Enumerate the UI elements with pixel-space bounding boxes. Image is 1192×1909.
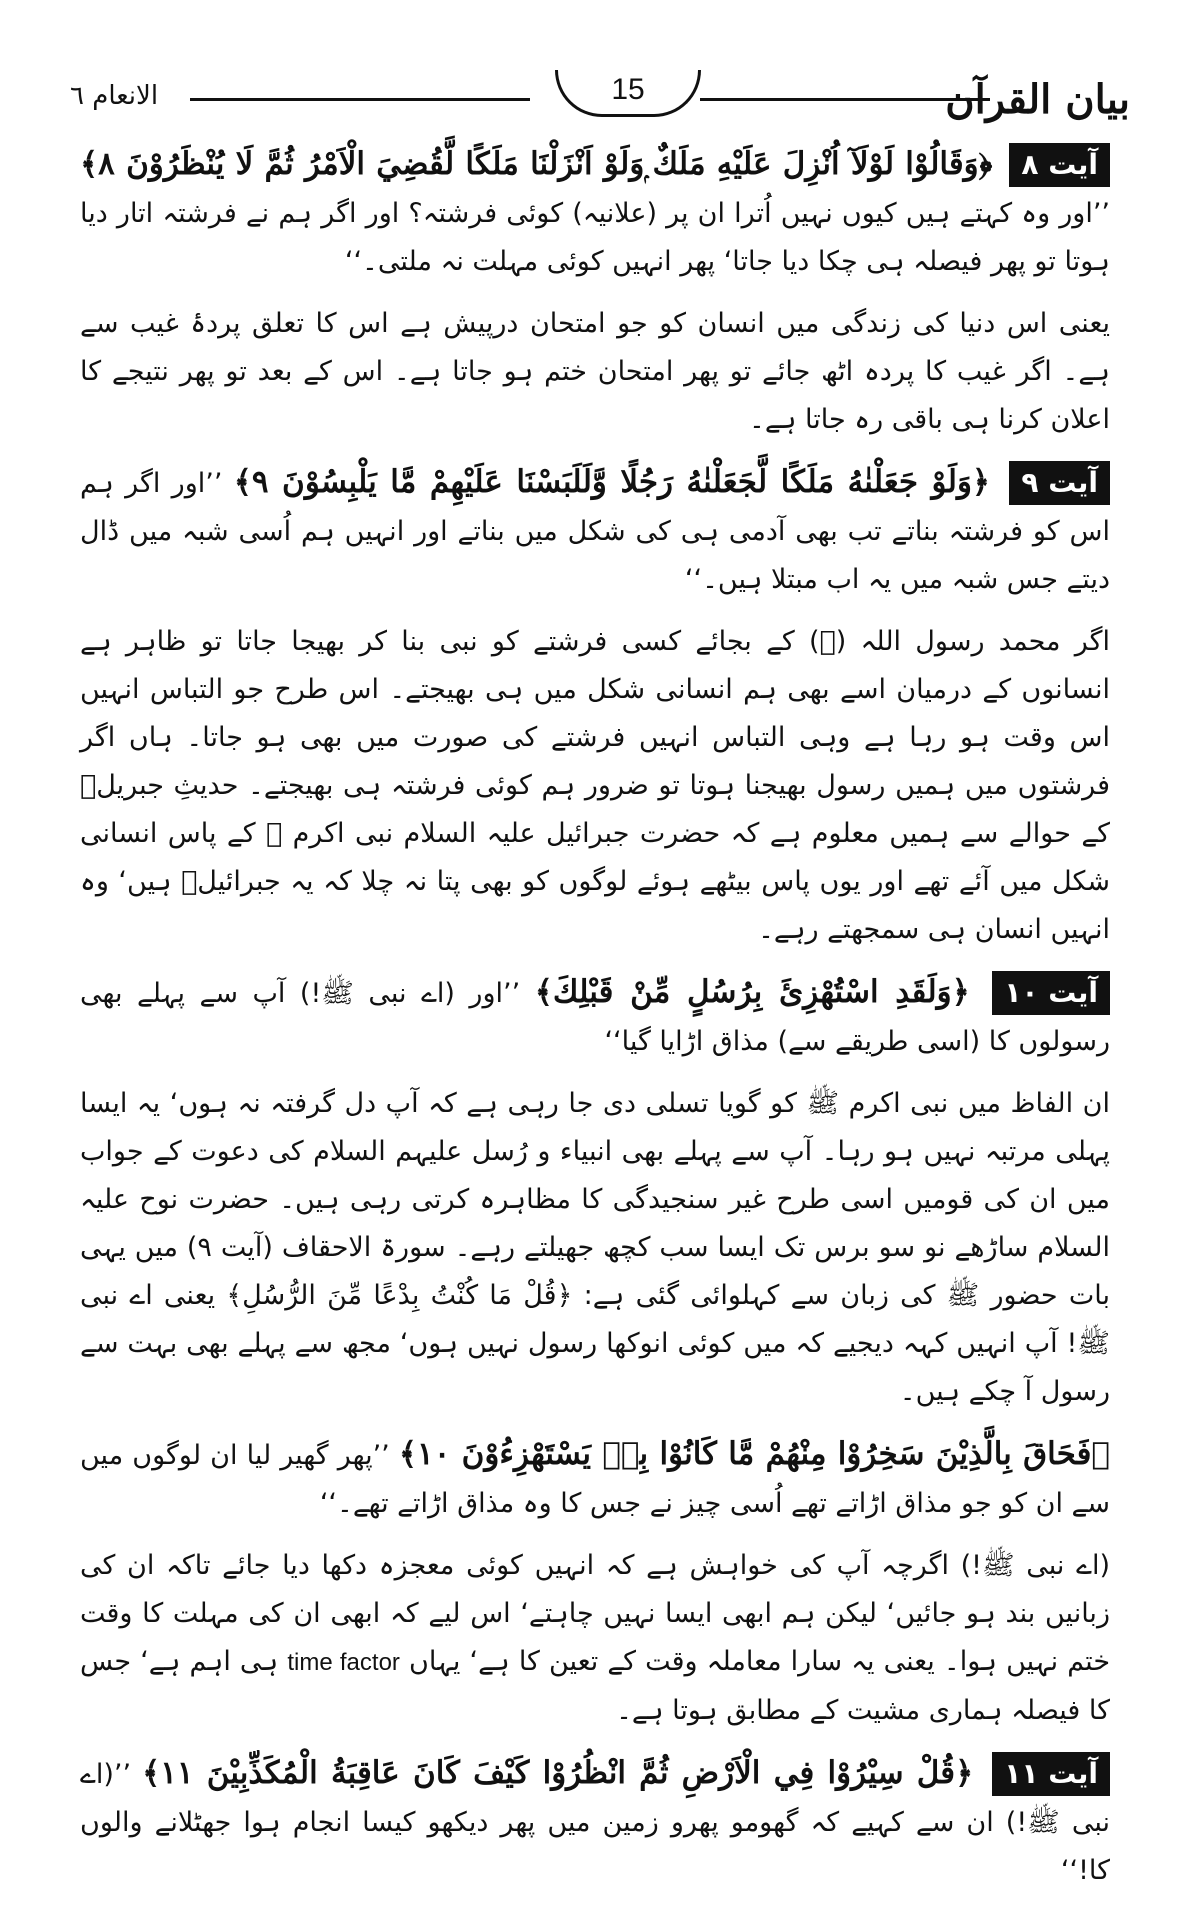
running-header	[70, 70, 1130, 130]
ayah-number-badge: آیت ۹	[1009, 461, 1110, 505]
ayah-block	[80, 140, 1110, 286]
verse-translation: ’’اور اگر ہم اس کو فرشتہ بناتے تب بھی آدمی ہی کی شکل میں بناتے اور انہیں ہم اُسی شبہ میں ڈال دیتے جس شبہ میں یہ اب مبتلا ہیں۔‘‘	[80, 468, 1110, 595]
page-number: 15	[555, 70, 701, 117]
quran-verse: ﴿وَلَوْ جَعَلْنٰهُ مَلَكًا لَّجَعَلْنٰهُ رَجُلًا وَّلَلَبَسْنَا عَلَيْهِمْ مَّا يَلْبِسُوْنَ ۹﴾	[233, 464, 991, 500]
commentary-paragraph: یعنی اس دنیا کی زندگی میں انسان کو جو امتحان درپیش ہے اس کا تعلق پردۂ غیب سے ہے۔ اگر غیب کا پردہ اٹھ جائے تو پھر امتحان ختم ہو جاتا ہے۔ اس کے بعد تو پھر نتیجے کا اعلان کرنا ہی باقی رہ جاتا ہے۔	[80, 308, 1110, 435]
ayah-number-badge: آیت ۸	[1009, 143, 1110, 187]
header-rule-right	[700, 98, 990, 101]
ayah-block	[80, 458, 1110, 604]
book-title: بیان القرآن	[945, 76, 1130, 123]
page-body	[80, 140, 1110, 1909]
ayah-block	[80, 1430, 1110, 1528]
commentary-text: (اے نبی ﷺ!) اگرچہ آپ کی خواہش ہے کہ انہیں کوئی معجزہ دکھا دیا جائے تاکہ ان کی زبانیں بند ہو جائیں‘ لیکن ہم ابھی ایسا نہیں چاہتے‘ اس لیے کہ ابھی ان کی مہلت کا وقت ختم نہیں ہوا۔ یعنی یہ سارا معاملہ وقت کے تعین کا ہے‘ یہاں	[80, 1550, 1111, 1677]
verse-translation: ’’پھر گھیر لیا ان لوگوں میں سے ان کو جو مذاق اڑاتے تھے اُسی چیز نے جس کا وہ مذاق اڑاتے تھے۔‘‘	[80, 1440, 1110, 1519]
quran-verse: ﴿قُلْ سِيْرُوْا فِي الْاَرْضِ ثُمَّ انْظُرُوْا كَيْفَ كَانَ عَاقِبَةُ الْمُكَذِّبِيْنَ ۱۱﴾	[142, 1755, 974, 1791]
commentary-paragraph: اگر محمد رسول اللہ (ﷺ) کے بجائے کسی فرشتے کو نبی بنا کر بھیجا جاتا تو ظاہر ہے انسانوں کے درمیان اسے بھی ہم انسانی شکل میں ہی بھیجتے۔ اس طرح جو التباس انہیں اس وقت ہو رہا ہے وہی التباس انہیں فرشتے کی صورت میں بھی ہو جاتا۔ ہاں اگر فرشتوں میں ہمیں رسول بھیجنا ہوتا تو ضرور ہم کوئی فرشتہ ہی بھیجتے۔ حدیثِ جبریلؑ کے حوالے سے ہمیں معلوم ہے کہ حضرت جبرائیل علیہ السلام نبی اکرم ﷺ کے پاس انسانی شکل میں آئے تھے اور یوں پاس بیٹھے ہوئے لوگوں کو بھی پتا نہ چلا کہ یہ جبرائیلؑ ہیں‘ وہ انہیں انسان ہی سمجھتے رہے۔	[80, 626, 1110, 945]
ayah-number-badge: آیت ۱۰	[992, 971, 1110, 1015]
commentary-paragraph: ان الفاظ میں نبی اکرم ﷺ کو گویا تسلی دی جا رہی ہے کہ آپ دل گرفتہ نہ ہوں‘ یہ ایسا پہلی مرتبہ نہیں ہو رہا۔ آپ سے پہلے بھی انبیاء و رُسل علیہم السلام کی دعوت کے جواب میں ان کی قومیں اسی طرح غیر سنجیدگی کا مظاہرہ کرتی رہی ہیں۔ حضرت نوح علیہ السلام ساڑھے نو سو برس تک ایسا سب کچھ جھیلتے رہے۔ سورۃ الاحقاف (آیت ۹) میں یہی بات حضور ﷺ کی زبان سے کہلوائی گئی ہے: ﴿قُلْ مَا كُنْتُ بِدْعًا مِّنَ الرُّسُلِ﴾ یعنی اے نبی ﷺ! آپ انہیں کہہ دیجیے کہ میں کوئی انوکھا رسول نہیں ہوں‘ مجھ سے پہلے بھی بہت سے رسول آ چکے ہیں۔	[80, 1088, 1110, 1407]
verse-translation: ’’اور وہ کہتے ہیں کیوں نہیں اُترا ان پر (علانیہ) کوئی فرشتہ؟ اور اگر ہم نے فرشتہ اتار دیا ہوتا تو پھر فیصلہ ہی چکا دیا جاتا‘ پھر انہیں کوئی مہلت نہ ملتی۔‘‘	[80, 198, 1110, 277]
ayah-block	[80, 1749, 1110, 1895]
verse-translation: ’’اور (اے نبی ﷺ!) آپ سے پہلے بھی رسولوں کا (اسی طریقے سے) مذاق اڑایا گیا‘‘	[80, 978, 1110, 1057]
english-term: time factor	[287, 1649, 400, 1676]
quran-verse: ﴿وَلَقَدِ اسْتُهْزِئَ بِرُسُلٍ مِّنْ قَبْلِكَ﴾	[534, 974, 970, 1010]
ayah-number-badge: آیت ۱۱	[992, 1752, 1110, 1796]
verse-translation: ’’(اے نبی ﷺ!) ان سے کہیے کہ گھومو پھرو زمین میں پھر دیکھو کیسا انجام ہوا جھٹلانے والوں کا!‘‘	[80, 1759, 1110, 1886]
ayah-block	[80, 968, 1110, 1066]
surah-name: الانعام ٦	[70, 81, 159, 111]
quran-verse: ﴿فَحَاقَ بِالَّذِيْنَ سَخِرُوْا مِنْهُمْ مَّا كَانُوْا بِهٖ يَسْتَهْزِءُوْنَ ۱۰﴾	[398, 1436, 1111, 1472]
commentary-text: ہی اہم ہے‘ جس کا فیصلہ ہماری مشیت کے مطابق ہوتا ہے۔	[80, 1646, 1110, 1726]
quran-verse: ﴿وَقَالُوْا لَوْلَآ اُنْزِلَ عَلَيْهِ مَلَكٌ ۭوَلَوْ اَنْزَلْنَا مَلَكًا لَّقُضِيَ الْاَمْرُ ثُمَّ لَا يُنْظَرُوْنَ ۸﴾	[80, 146, 993, 182]
commentary-paragraph	[80, 1542, 1110, 1735]
header-rule-left	[190, 98, 530, 101]
